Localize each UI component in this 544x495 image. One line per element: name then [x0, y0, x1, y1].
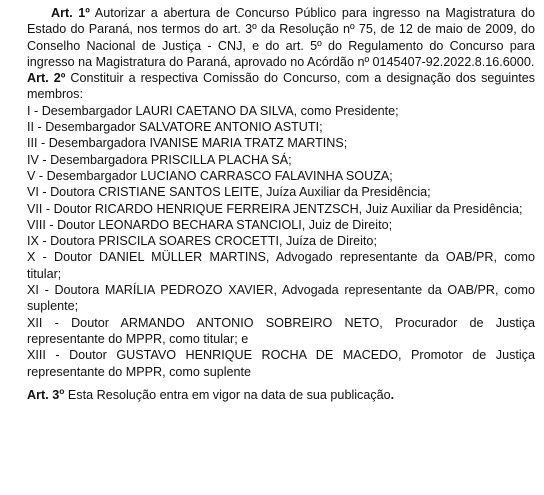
article-3: [27, 387, 535, 403]
member-item: II - Desembargador SALVATORE ANTONIO ASTUTI;: [27, 120, 323, 135]
member-item: XI - Doutora MARÍLIA PEDROZO XAVIER, Advogada representante da OAB/PR, como suplente;: [27, 283, 535, 314]
member-item: IV - Desembargadora PRISCILLA PLACHA SÁ;: [27, 152, 292, 167]
article-3-end: .: [390, 387, 395, 402]
committee-members-list: [27, 103, 535, 380]
member-item: X - Doutor DANIEL MÜLLER MARTINS, Advogado representante da OAB/PR, como titular;: [27, 250, 535, 281]
member-item: IX - Doutora PRISCILA SOARES CROCETTI, Juíza de Direito;: [27, 234, 377, 249]
article-1-label: Art. 1º: [51, 6, 90, 20]
article-2-label: Art. 2º: [27, 71, 66, 86]
member-item: V - Desembargador LUCIANO CARRASCO FALAVINHA SOUZA;: [27, 168, 393, 183]
article-2-text: Constituir a respectiva Comissão do Concurso, com a designação dos seguintes membros:: [27, 71, 536, 102]
member-item: VII - Doutor RICARDO HENRIQUE FERREIRA JENTZSCH, Juiz Auxiliar da Presidência;: [27, 201, 523, 216]
member-item: I - Desembargador LAURI CAETANO DA SILVA, como Presidente;: [27, 103, 399, 118]
article-2: [27, 70, 535, 103]
article-1-text: Autorizar a abertura de Concurso Público para ingresso na Magistratura do Estado do Paraná, nos termos do art. 3º da Resolução nº 75, de 12 de maio de 2009, do Conselho Nacional de Justiça - CNJ, e do art. 5º do Regulamento do Concurso para ingresso na Magistratura do Paraná, aprovado no Acórdão nº 0145407-92.2022.8.16.6000.: [27, 6, 536, 69]
member-item: III - Desembargadora IVANISE MARIA TRATZ MARTINS;: [27, 136, 348, 151]
article-3-label: Art. 3$^o$: [27, 385, 65, 402]
article-3-text: Esta Resolução entra em vigor na data de sua publicação: [67, 387, 391, 402]
article-1: [27, 5, 535, 70]
member-item: VI - Doutora CRISTIANE SANTOS LEITE, Juíza Auxiliar da Presidência;: [27, 185, 431, 200]
member-item: XIII - Doutor GUSTAVO HENRIQUE ROCHA DE MACEDO, Promotor de Justiça representante do MPPR, como suplente: [27, 348, 535, 379]
member-item: VIII - Doutor LEONARDO BECHARA STANCIOLI, Juiz de Direito;: [27, 217, 393, 232]
member-item: XII - Doutor ARMANDO ANTONIO SOBREIRO NETO, Procurador de Justiça representante do MPPR, como titular; e: [27, 315, 535, 346]
